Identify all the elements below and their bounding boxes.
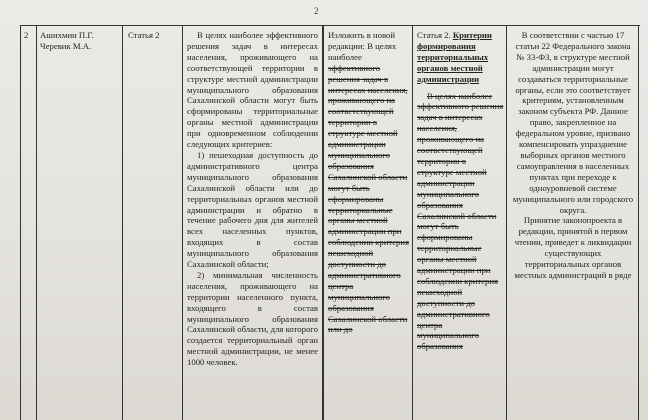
column-divider	[506, 26, 507, 420]
current-text-paragraph: В целях наиболее эффективного решения задач в интересах населения, проживающего на соответствующей территории в структуре местной администрации муниципального образования Сахалинской области могут быть сформированы территориальные органы местной администрации при одновременном соблюдении следующих критериев:	[187, 30, 318, 150]
current-text-cell	[187, 30, 318, 368]
page-number: 2	[314, 6, 319, 16]
column-divider	[122, 26, 123, 420]
current-text-paragraph: 2) минимальная численность населения, проживающего на территории населенного пункта, входящего в состав муниципального образования Сахалинской области, для которого создается территориальный орган местной администрации, не менее 1000 человек.	[187, 269, 318, 368]
table-border-right	[638, 26, 639, 420]
column-divider	[323, 26, 324, 420]
authors-cell: Ашихмин П.Г. Черевик М.А.	[40, 30, 94, 51]
article-cell: Статья 2	[128, 30, 160, 40]
new-text-cell	[417, 30, 504, 352]
current-text-paragraph: 1) пешеходная доступность до административного центра муниципального образования Сахалинской области или до территориальных органов местной администрации и обратно в течение рабочего дня для жителей всех населенных пунктов, входящих в состав муниципального образования Сахалинской области;	[187, 149, 318, 270]
new-text-heading-plain: Статья 2.	[417, 30, 451, 40]
comment-paragraph: Принятие законопроекта в редакции, принятой в первом чтении, приведет к ликвидации существующих территориальных органов местных администраций в ряде	[514, 215, 632, 280]
new-text-heading-bold: Критерии формирования территориальных органов местной администрации	[417, 30, 492, 84]
column-divider	[182, 26, 183, 420]
proposal-cell	[328, 30, 410, 335]
column-divider	[412, 26, 413, 420]
column-divider	[36, 26, 37, 420]
amendment-table	[20, 25, 640, 420]
comment-cell	[511, 30, 635, 281]
new-text-heading	[417, 30, 504, 85]
proposal-text: эффективного решения задач в интересах населения, проживающего на соответствующей территории в структуре местной администрации муниципального образования Сахалинской области могут быть сформированы территориальные органы местной администрации при соблюдении критерия пешеходной доступности до административного центра муниципального образования Сахалинской области или до	[328, 62, 410, 335]
proposal-intro: Изложить в новой редакции: В целях наиболее	[328, 30, 397, 62]
comment-paragraph: В соответствии с частью 17 статьи 22 Федерального закона № 33-ФЗ, в структуре местной администрации могут создаваться территориальные органы, если это соответствует критериям, установленным законом субъекта РФ. Данное право, закрепленное на федеральном уровне, призвано компенсировать упразднение выборных органов местного самоуправления в населенных пунктах при переходе к одноуровневой системе муниципального или городского округа.	[512, 30, 634, 215]
row-number: 2	[24, 30, 29, 40]
table-border-left	[20, 26, 21, 420]
new-text-body: В целях наиболее эффективного решения задач в интересах населения, проживающего на соответствующей территории в структуре местной администрации муниципального образования Сахалинской области могут быть сформированы территориальные органы местной администрации при соблюдении критерия пешеходной доступности до административного центра муниципального образования	[417, 90, 504, 352]
